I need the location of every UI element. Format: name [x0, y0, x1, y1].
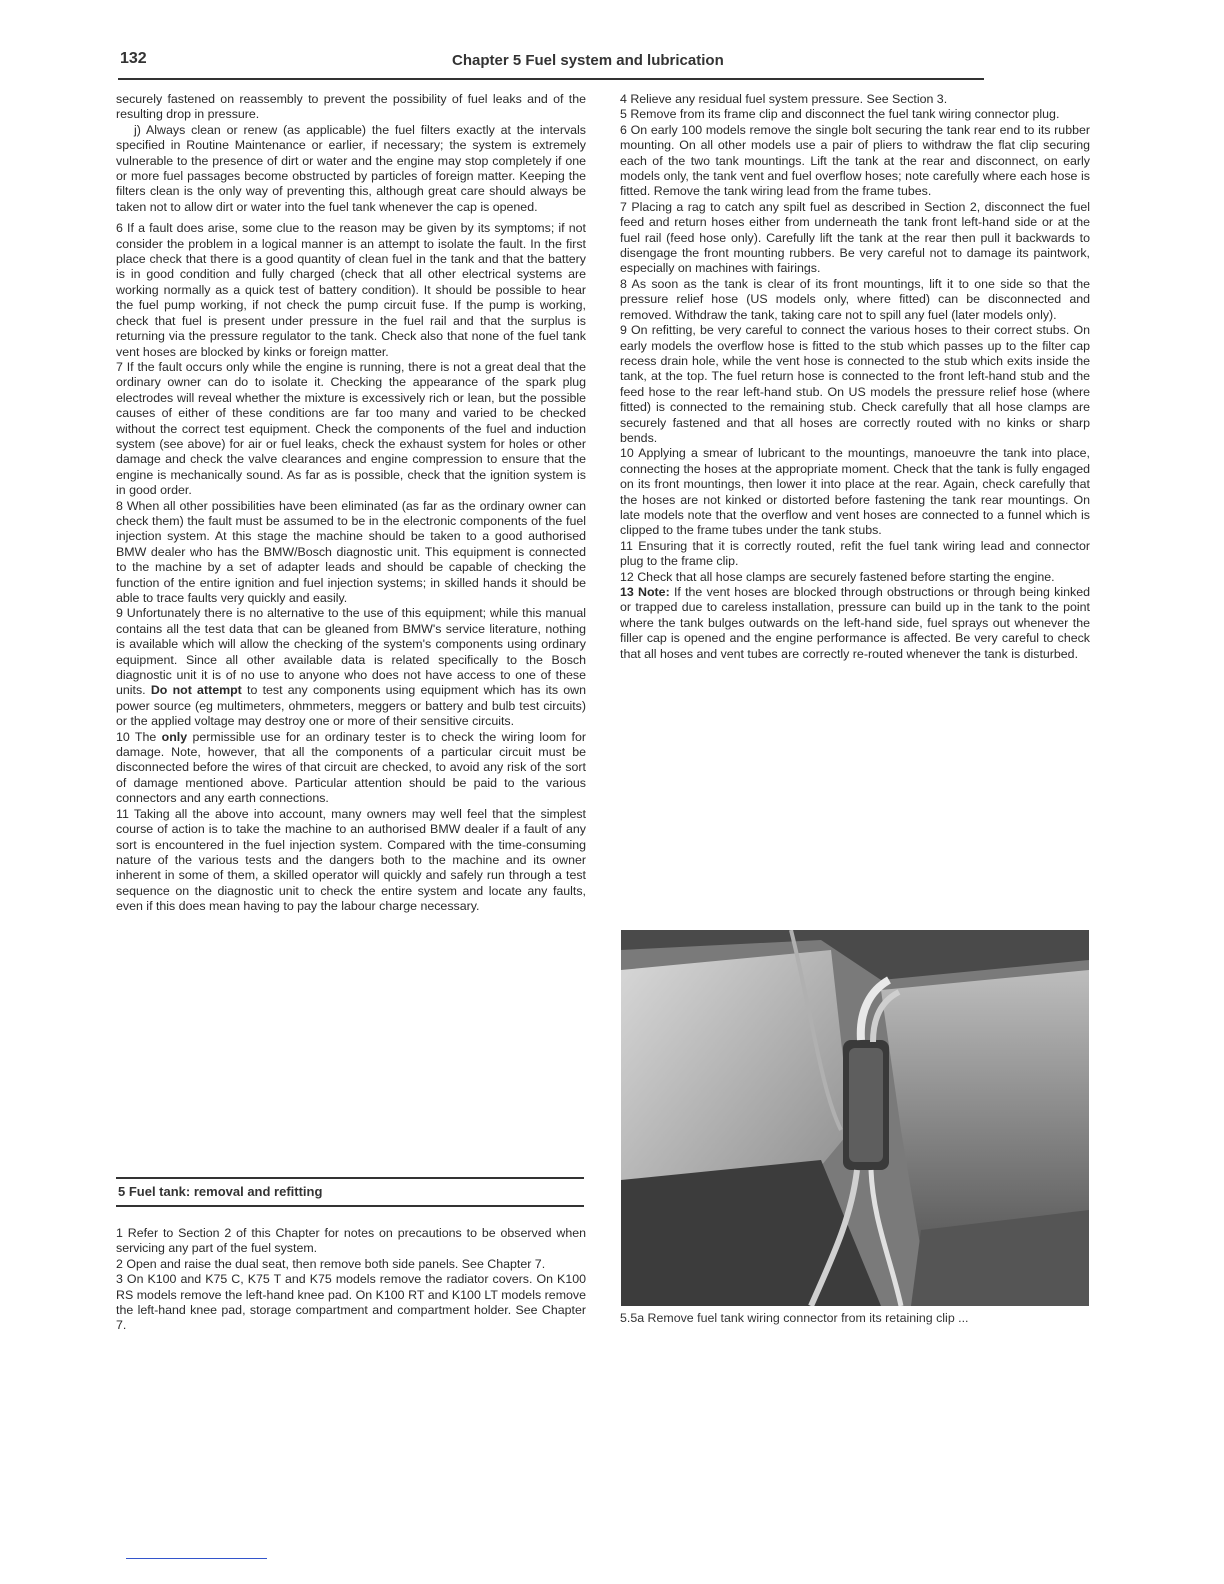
section-heading: 5 Fuel tank: removal and refitting: [116, 1177, 584, 1207]
text-run: 9 Unfortunately there is no alternative to the use of this equipment; while this manual contains all the test data that can be gleaned from BMW's service literature, nothing is available which will allow the checking of the system's components using ordinary equipment. Since all other available data is related specifically to the Bosch diagnostic unit it is of no use to anyone who does not have access to one of these units.: [116, 606, 586, 698]
paragraph: 6 On early 100 models remove the single bolt securing the tank rear end to its rubber mounting. On all other models use a pair of pliers to withdraw the flat clip securing each of the two tank mountings. Lift the tank at the rear and disconnect, on early models only, the tank vent and fuel overflow hoses; note carefully where each hose is fitted. Remove the tank wiring lead from the frame tubes.: [620, 122, 1090, 199]
footer-rule: [126, 1558, 267, 1559]
paragraph: j) Always clean or renew (as applicable) the fuel filters exactly at the intervals specified in Routine Maintenance or earlier, if necessary; the system is extremely vulnerable to the presence of dirt or water and the engine may stop completely if one or more fuel passages become obstructed by particles of foreign matter. Keeping the filters clean is the only way of preventing this, although great care should always be taken not to allow dirt or water into the fuel tank whenever the cap is opened.: [116, 122, 586, 214]
paragraph: 6 If a fault does arise, some clue to the reason may be given by its symptoms; if not consider the problem in a logical manner is an attempt to isolate the fault. In the first place check that there is a good quantity of clean fuel in the tank and that the battery is in good condition and fully charged (check that all other electrical systems are working normally as a quick test of battery condition). It should be possible to hear the fuel pump working, if not check the pump circuit fuse. If the pump is working, check that fuel is present under pressure in the fuel rail and that the surplus is returning via the pressure regulator to the tank. Check also that none of the fuel tank vent hoses are blocked by kinks or foreign matter.: [116, 221, 586, 359]
page-number: 132: [120, 50, 147, 67]
paragraph: 7 If the fault occurs only while the engine is running, there is not a great deal that the ordinary owner can do to isolate it. Checking the appearance of the spark plug electrodes will reveal whether the mixture is excessively rich or lean, but the possible causes of either of these conditions are far too many and varied to be checked without the correct test equipment. Check the components of the fuel and induction system (see above) for air or fuel leaks, check the exhaust system for holes or other damage and check the valve clearances and engine compression to ensure that the engine is mechanically sound. As far as is possible, check that the ignition system is in good order.: [116, 359, 586, 498]
bold-warning: Do not attempt: [150, 683, 242, 698]
paragraph: 10 Applying a smear of lubricant to the mountings, manoeuvre the tank into place, connecting the hoses at the appropriate moment. Check that the tank is fully engaged on its front mountings, then lower it into place at the rear. Again, check carefully that the hoses are not kinked or distorted before fastening the tank rear mountings. On late models note that the overflow and vent hoses are connected to a funnel which is clipped to the frame tubes under the tank stubs.: [620, 446, 1090, 538]
paragraph: 11 Ensuring that it is correctly routed, refit the fuel tank wiring lead and connector plug to the frame clip.: [620, 538, 1090, 569]
chapter-title: Chapter 5 Fuel system and lubrication: [452, 52, 724, 69]
text-run: to test any components using equipment which has its own power source (eg multimeters, ohmmeters, meggers or battery and bulb test circuits) or the applied voltage may destroy one or more of their sensitive circuits.: [116, 683, 586, 729]
paragraph: 4 Relieve any residual fuel system pressure. See Section 3.: [620, 92, 948, 106]
text-run: permissible use for an ordinary tester is to check the wiring loom for damage. Note, however, that all the components of a particular circuit must be disconnected before the wires of that circuit are checked, to avoid any risk of the sort of damage mentioned above. Particular attention should be paid to the various connectors and any earth connections.: [116, 729, 586, 806]
paragraph: 5 Remove from its frame clip and disconnect the fuel tank wiring connector plug.: [620, 107, 1060, 122]
paragraph: 8 As soon as the tank is clear of its front mountings, lift it to one side so that the pressure relief hose (US models only, where fitted) can be disconnected and removed. Withdraw the tank, taking care not to spill any fuel (later models only).: [620, 276, 1090, 322]
fuel-tank-connector-photo: [621, 930, 1089, 1306]
paragraph: 1 Refer to Section 2 of this Chapter for notes on precautions to be observed when servicing any part of the fuel system.: [116, 1226, 586, 1256]
note-label: 13 Note:: [620, 585, 670, 599]
text-run: If the vent hoses are blocked through obstructions or through being kinked or trapped due to careless installation, pressure can build up in the tank to the point where the tank bulges outwards on the left-hand side, fuel sprays out whenever the filler cap is opened and the engine performance is affected. Be very careful to check that all hoses and vent tubes are correctly re-routed whenever the tank is disturbed.: [620, 585, 1090, 661]
paragraph: 2 Open and raise the dual seat, then remove both side panels. See Chapter 7.: [116, 1256, 546, 1271]
paragraph: 7 Placing a rag to catch any spilt fuel as described in Section 2, disconnect the fuel feed and return hoses either from underneath the tank front left-hand side or at the fuel rail (feed hose only). Carefully lift the tank at the rear then pull it backwards to disengage the front mounting rubbers. Be very careful not to damage its paintwork, especially on machines with fairings.: [620, 199, 1090, 276]
bold-emphasis: only: [161, 729, 188, 744]
paragraph: securely fastened on reassembly to prevent the possibility of fuel leaks and of the resulting drop in pressure.: [116, 92, 586, 122]
paragraph: [116, 730, 586, 807]
page-header: [118, 50, 984, 80]
paragraph: 3 On K100 and K75 C, K75 T and K75 models remove the radiator covers. On K100 RS models remove the left-hand knee pad. On K100 RT and K100 LT models remove the left-hand knee pad, storage compartment and compartment holder. See Chapter 7.: [116, 1272, 586, 1333]
figure-photo: [621, 930, 1089, 1306]
text-run: 10 The: [116, 729, 162, 744]
right-column: [620, 92, 1090, 662]
paragraph: [620, 585, 1090, 662]
paragraph: [116, 606, 586, 729]
figure-caption: 5.5a Remove fuel tank wiring connector from its retaining clip ...: [620, 1311, 969, 1325]
paragraph: 8 When all other possibilities have been eliminated (as far as the ordinary owner can check them) the fault must be assumed to be in the electronic components of the fuel injection system. At this stage the machine should be taken to a good authorised BMW dealer who has the BMW/Bosch diagnostic unit. This equipment is connected to the machine by a set of adapter leads and should be capable of checking the function of the entire ignition and fuel injection systems; in skilled hands it should be able to trace faults very quickly and easily.: [116, 498, 586, 605]
paragraph: 9 On refitting, be very careful to connect the various hoses to their correct stubs. On early models the overflow hose is fitted to the stub which passes up to the filter cap recess drain hole, while the vent hose is connected to the stub which exits inside the tank, at the top. The fuel return hose is connected to the front left-hand stub and the feed hose to the rear left-hand stub. On US models the pressure relief hose (where fitted) is connected to the remaining stub. Check carefully that all hose clamps are securely fastened and that all hoses are correctly routed with no kinks or sharp bends.: [620, 323, 1090, 445]
paragraph: 11 Taking all the above into account, many owners may well feel that the simplest course of action is to take the machine to an authorised BMW dealer if a fault of any sort is encountered in the fuel injection system. Compared with the time-consuming nature of the various tests and the dangers both to the machine and its owner inherent in some of them, a skilled operator will quickly and safely run through a test sequence on the diagnostic unit to check the entire system and locate any faults, even if this does mean having to pay the labour charge necessary.: [116, 806, 586, 914]
paragraph: 12 Check that all hose clamps are securely fastened before starting the engine.: [620, 569, 1055, 584]
left-column: [116, 92, 586, 915]
section-5-steps: [116, 1226, 586, 1334]
